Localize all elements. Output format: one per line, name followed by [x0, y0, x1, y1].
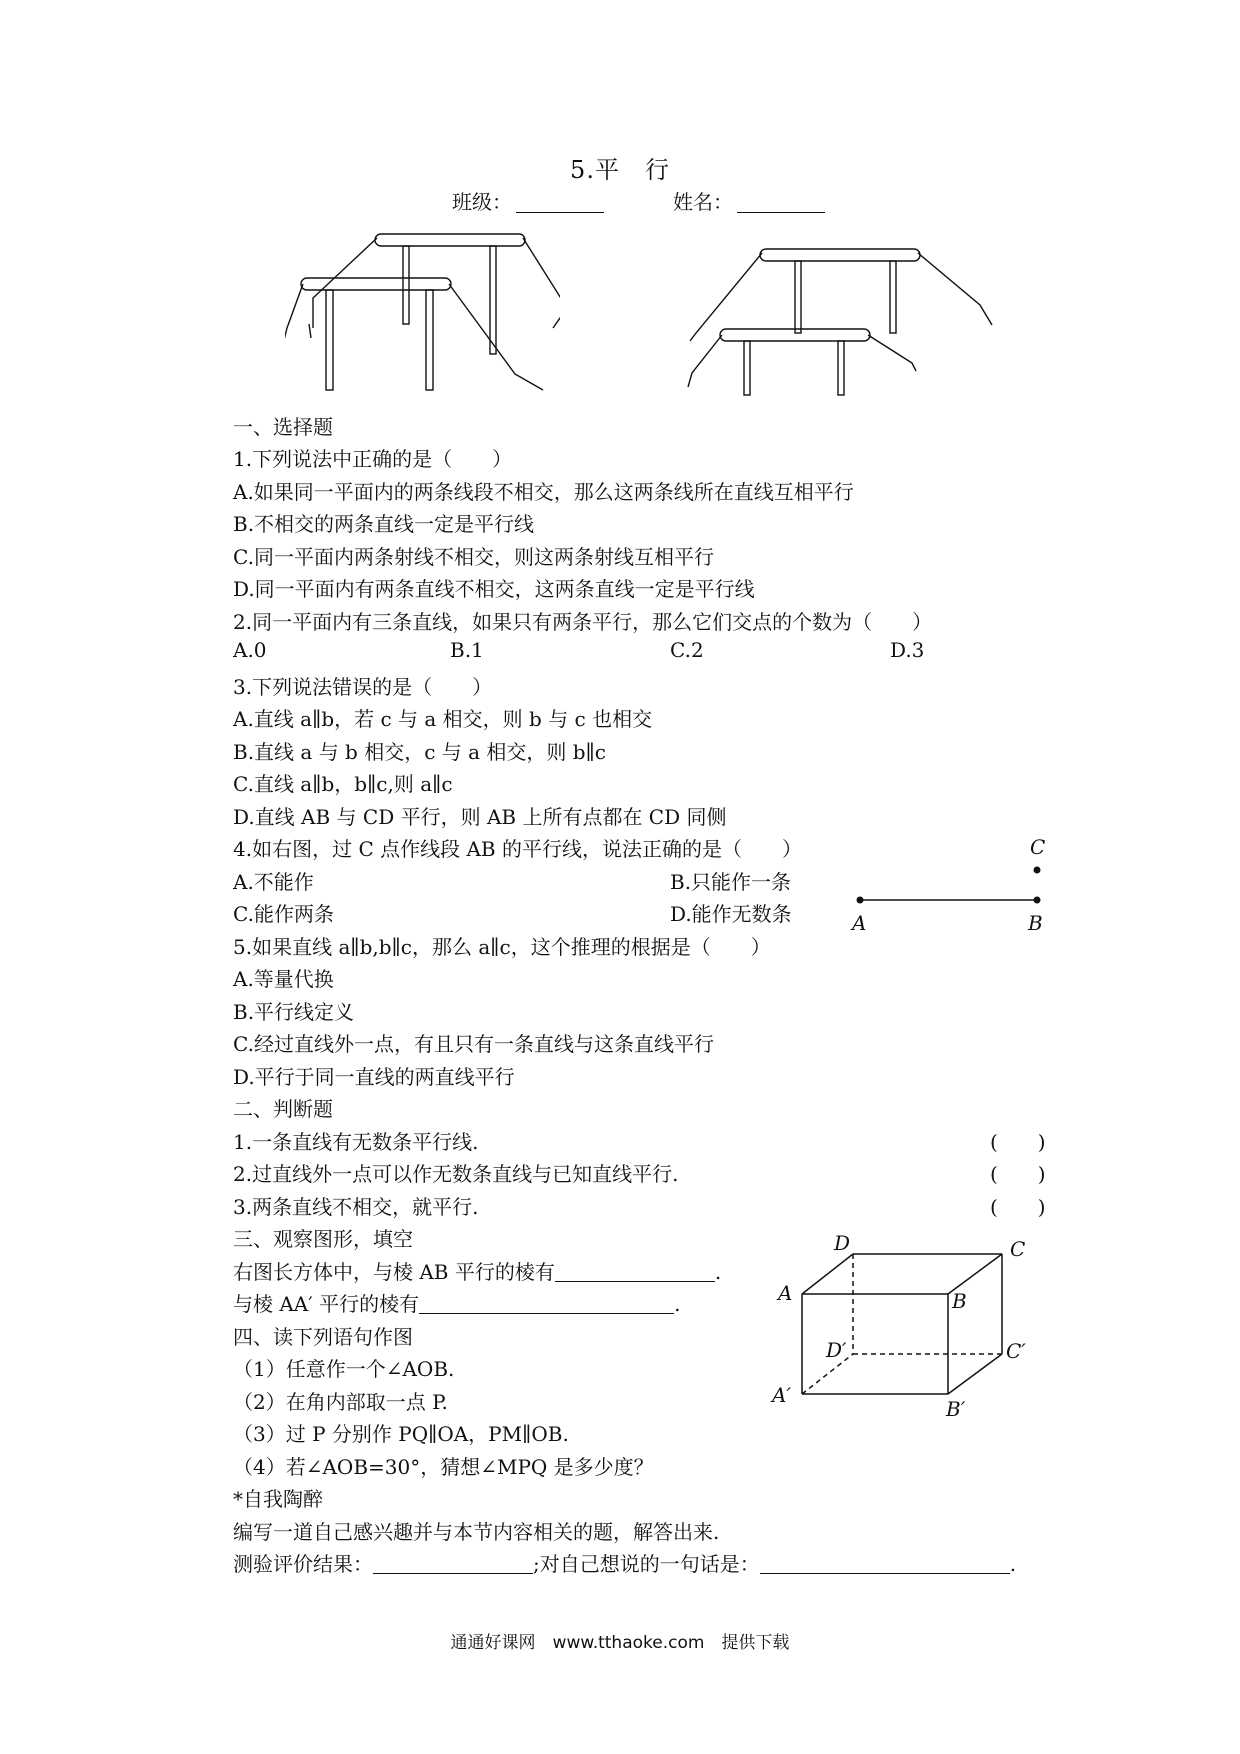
cuboid-figure: [770, 1232, 1050, 1427]
label-a: A: [778, 1281, 793, 1305]
eval-blank[interactable]: [373, 1572, 533, 1574]
class-blank[interactable]: [516, 211, 604, 213]
name-label: 姓名：: [673, 190, 733, 214]
label-c: C: [1010, 1237, 1026, 1261]
class-label: 班级：: [452, 190, 512, 214]
draw-step-2: （2）在角内部取一点 P.: [233, 1390, 448, 1414]
point-b: [1034, 897, 1041, 904]
label-a: A: [852, 911, 867, 935]
q3-option-c[interactable]: C.直线 a∥b，b∥c,则 a∥c: [233, 772, 453, 796]
q2-option-a[interactable]: A.0: [233, 638, 267, 662]
judge-item-3: 3.两条直线不相交，就平行.: [233, 1195, 479, 1219]
label-b-prime: B′: [946, 1397, 966, 1421]
name-blank[interactable]: [737, 211, 825, 213]
q5-stem: 5.如果直线 a∥b,b∥c，那么 a∥c，这个推理的根据是（ ）: [233, 935, 771, 959]
name-field: [673, 186, 825, 215]
q5-option-b[interactable]: B.平行线定义: [233, 1000, 355, 1024]
q4-option-c[interactable]: C.能作两条: [233, 902, 334, 926]
draw-step-4: （4）若∠AOB=30°，猜想∠MPQ 是多少度？: [233, 1455, 654, 1479]
q1-option-d[interactable]: D.同一平面内有两条直线不相交，这两条直线一定是平行线: [233, 577, 755, 601]
section4-heading: 四、读下列语句作图: [233, 1325, 413, 1349]
label-d: D: [834, 1232, 851, 1255]
q4-segment-figure: [840, 832, 1060, 940]
stools-right-illustration: [680, 245, 1000, 400]
judge-answer-3[interactable]: ( ): [990, 1195, 1046, 1219]
section3-line2: [233, 1288, 681, 1317]
draw-step-3: （3）过 P 分别作 PQ∥OA，PM∥OB.: [233, 1422, 569, 1446]
label-c: C: [1030, 835, 1046, 859]
q3-option-d[interactable]: D.直线 AB 与 CD 平行，则 AB 上所有点都在 CD 同侧: [233, 805, 727, 829]
point-a: [857, 897, 864, 904]
q1-option-a[interactable]: A.如果同一平面内的两条线段不相交，那么这两条线所在直线互相平行: [233, 480, 854, 504]
section1-heading: 一、选择题: [233, 415, 333, 439]
section3-line2-end: .: [674, 1292, 681, 1316]
page-title: 5.平 行: [570, 156, 670, 184]
q3-option-a[interactable]: A.直线 a∥b，若 c 与 a 相交，则 b 与 c 也相交: [233, 707, 653, 731]
eval-end: .: [1009, 1552, 1017, 1576]
self-task: 编写一道自己感兴趣并与本节内容相关的题，解答出来.: [233, 1520, 720, 1544]
stools-left-illustration: [285, 228, 560, 398]
q2-option-b[interactable]: B.1: [450, 638, 484, 662]
section3-line1: [233, 1256, 721, 1285]
judge-answer-2[interactable]: ( ): [990, 1162, 1046, 1186]
point-c: [1034, 867, 1041, 874]
q3-option-b[interactable]: B.直线 a 与 b 相交，c 与 a 相交，则 b∥c: [233, 740, 607, 764]
q2-option-d[interactable]: D.3: [890, 638, 925, 662]
section3-heading: 三、观察图形，填空: [233, 1227, 413, 1251]
q4-option-a[interactable]: A.不能作: [233, 870, 314, 894]
label-b: B: [952, 1289, 967, 1313]
q1-option-c[interactable]: C.同一平面内两条射线不相交，则这两条射线互相平行: [233, 545, 714, 569]
q5-option-c[interactable]: C.经过直线外一点，有且只有一条直线与这条直线平行: [233, 1032, 714, 1056]
section3-line2-text: 与棱 AA′ 平行的棱有: [233, 1292, 420, 1316]
label-c-prime: C′: [1006, 1339, 1026, 1363]
section2-heading: 二、判断题: [233, 1097, 333, 1121]
q2-stem: 2.同一平面内有三条直线，如果只有两条平行，那么它们交点的个数为（ ）: [233, 610, 933, 634]
q4-option-d[interactable]: D.能作无数条: [670, 902, 792, 926]
section3-line1-end: .: [714, 1260, 722, 1284]
label-d-prime: D′: [826, 1338, 847, 1362]
judge-item-1: 1.一条直线有无数条平行线.: [233, 1130, 479, 1154]
q1-stem: 1.下列说法中正确的是（ ）: [233, 447, 513, 471]
q3-stem: 3.下列说法错误的是（ ）: [233, 675, 493, 699]
section3-line1-text: 右图长方体中，与棱 AB 平行的棱有: [233, 1260, 555, 1284]
eval-label: 测验评价结果：: [233, 1552, 373, 1576]
say-label: ;对自己想说的一句话是：: [533, 1552, 760, 1576]
ab-parallel-edges-blank[interactable]: [555, 1280, 715, 1282]
label-a-prime: A′: [772, 1383, 791, 1407]
q5-option-d[interactable]: D.平行于同一直线的两直线平行: [233, 1065, 515, 1089]
class-field: [452, 186, 604, 215]
q5-option-a[interactable]: A.等量代换: [233, 967, 334, 991]
q2-option-c[interactable]: C.2: [670, 638, 704, 662]
self-heading: *自我陶醉: [233, 1487, 323, 1511]
judge-answer-1[interactable]: ( ): [990, 1130, 1046, 1154]
draw-step-1: （1）任意作一个∠AOB.: [233, 1357, 455, 1381]
aa-parallel-edges-blank[interactable]: [419, 1312, 674, 1314]
say-blank[interactable]: [760, 1572, 1010, 1574]
q4-stem: 4.如右图，过 C 点作线段 AB 的平行线，说法正确的是（ ）: [233, 837, 802, 861]
page-footer: 通通好课网 www.tthaoke.com 提供下载: [450, 1633, 790, 1653]
q1-option-b[interactable]: B.不相交的两条直线一定是平行线: [233, 512, 535, 536]
label-b: B: [1028, 911, 1043, 935]
q4-option-b[interactable]: B.只能作一条: [670, 870, 792, 894]
evaluation-line: [233, 1548, 1016, 1577]
judge-item-2: 2.过直线外一点可以作无数条直线与已知直线平行.: [233, 1162, 679, 1186]
